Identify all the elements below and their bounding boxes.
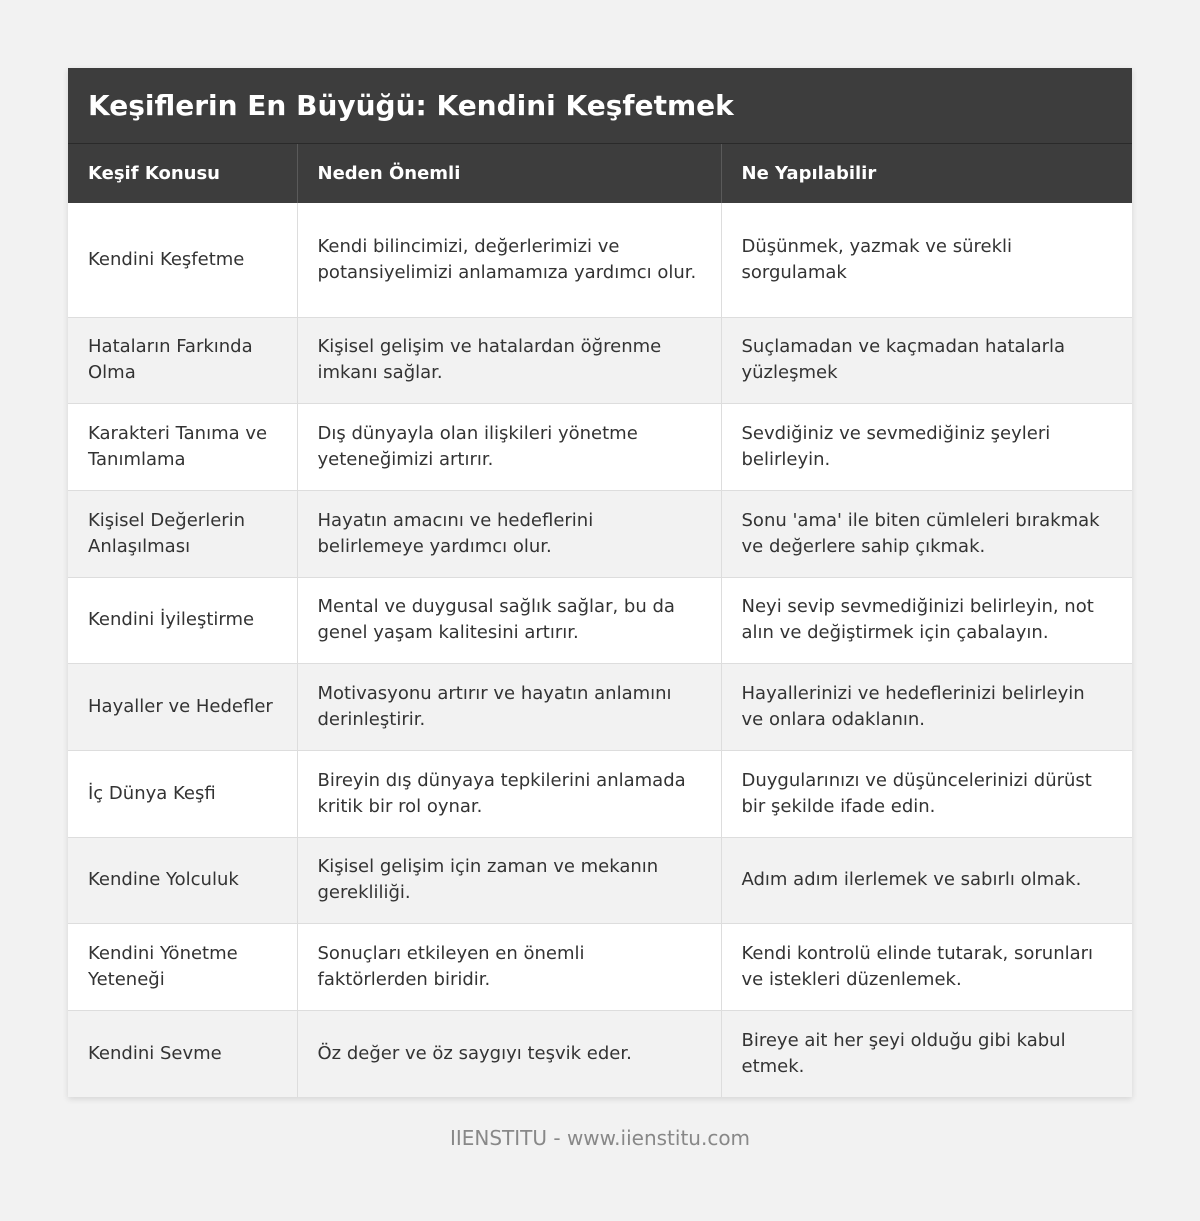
table-row [68, 317, 1132, 404]
table-cell-reason: Sonuçları etkileyen en önemli faktörlerden biridir. [297, 924, 721, 1011]
table-cell-reason: Öz değer ve öz saygıyı teşvik eder. [297, 1011, 721, 1098]
table-cell-reason: Kendi bilincimizi, değerlerimizi ve potansiyelimizi anlamamıza yardımcı olur. [297, 203, 721, 317]
table-cell-reason: Kişisel gelişim için zaman ve mekanın gerekliliği. [297, 837, 721, 924]
page-title: Keşiflerin En Büyüğü: Kendini Keşfetmek [68, 68, 1132, 144]
table-cell-action: Hayallerinizi ve hedeflerinizi belirleyin ve onlara odaklanın. [721, 664, 1132, 751]
table-cell-topic: Karakteri Tanıma ve Tanımlama [68, 404, 297, 491]
table-row [68, 577, 1132, 664]
discovery-table [68, 144, 1132, 1097]
table-cell-topic: Kendini İyileştirme [68, 577, 297, 664]
table-cell-topic: Kendini Sevme [68, 1011, 297, 1098]
table-cell-reason: Bireyin dış dünyaya tepkilerini anlamada kritik bir rol oynar. [297, 750, 721, 837]
table-cell-action: Bireye ait her şeyi olduğu gibi kabul etmek. [721, 1011, 1132, 1098]
column-header: Keşif Konusu [68, 144, 297, 203]
table-cell-topic: Kendini Yönetme Yeteneği [68, 924, 297, 1011]
table-row [68, 203, 1132, 317]
table-row [68, 750, 1132, 837]
table-row [68, 837, 1132, 924]
table-row [68, 404, 1132, 491]
table-cell-action: Neyi sevip sevmediğinizi belirleyin, not alın ve değiştirmek için çabalayın. [721, 577, 1132, 664]
table-cell-reason: Kişisel gelişim ve hatalardan öğrenme imkanı sağlar. [297, 317, 721, 404]
table-row [68, 1011, 1132, 1098]
footer-credit: IIENSTITU - www.iienstitu.com [449, 1126, 751, 1150]
table-cell-action: Sevdiğiniz ve sevmediğiniz şeyleri belirleyin. [721, 404, 1132, 491]
table-row [68, 490, 1132, 577]
table-cell-action: Düşünmek, yazmak ve sürekli sorgulamak [721, 203, 1132, 317]
table-cell-topic: Kişisel Değerlerin Anlaşılması [68, 490, 297, 577]
column-header: Neden Önemli [297, 144, 721, 203]
table-card [68, 68, 1132, 1097]
table-cell-topic: Kendini Keşfetme [68, 203, 297, 317]
table-cell-action: Kendi kontrolü elinde tutarak, sorunları ve istekleri düzenlemek. [721, 924, 1132, 1011]
table-cell-action: Duygularınızı ve düşüncelerinizi dürüst bir şekilde ifade edin. [721, 750, 1132, 837]
table-cell-action: Sonu 'ama' ile biten cümleleri bırakmak ve değerlere sahip çıkmak. [721, 490, 1132, 577]
table-cell-action: Adım adım ilerlemek ve sabırlı olmak. [721, 837, 1132, 924]
table-header-row [68, 144, 1132, 203]
table-cell-topic: İç Dünya Keşfi [68, 750, 297, 837]
table-cell-reason: Dış dünyayla olan ilişkileri yönetme yeteneğimizi artırır. [297, 404, 721, 491]
column-header: Ne Yapılabilir [721, 144, 1132, 203]
table-cell-topic: Hataların Farkında Olma [68, 317, 297, 404]
table-cell-reason: Motivasyonu artırır ve hayatın anlamını derinleştirir. [297, 664, 721, 751]
table-row [68, 924, 1132, 1011]
table-cell-topic: Hayaller ve Hedefler [68, 664, 297, 751]
table-cell-reason: Hayatın amacını ve hedeflerini belirlemeye yardımcı olur. [297, 490, 721, 577]
table-cell-action: Suçlamadan ve kaçmadan hatalarla yüzleşmek [721, 317, 1132, 404]
table-cell-topic: Kendine Yolculuk [68, 837, 297, 924]
table-row [68, 664, 1132, 751]
table-cell-reason: Mental ve duygusal sağlık sağlar, bu da genel yaşam kalitesini artırır. [297, 577, 721, 664]
